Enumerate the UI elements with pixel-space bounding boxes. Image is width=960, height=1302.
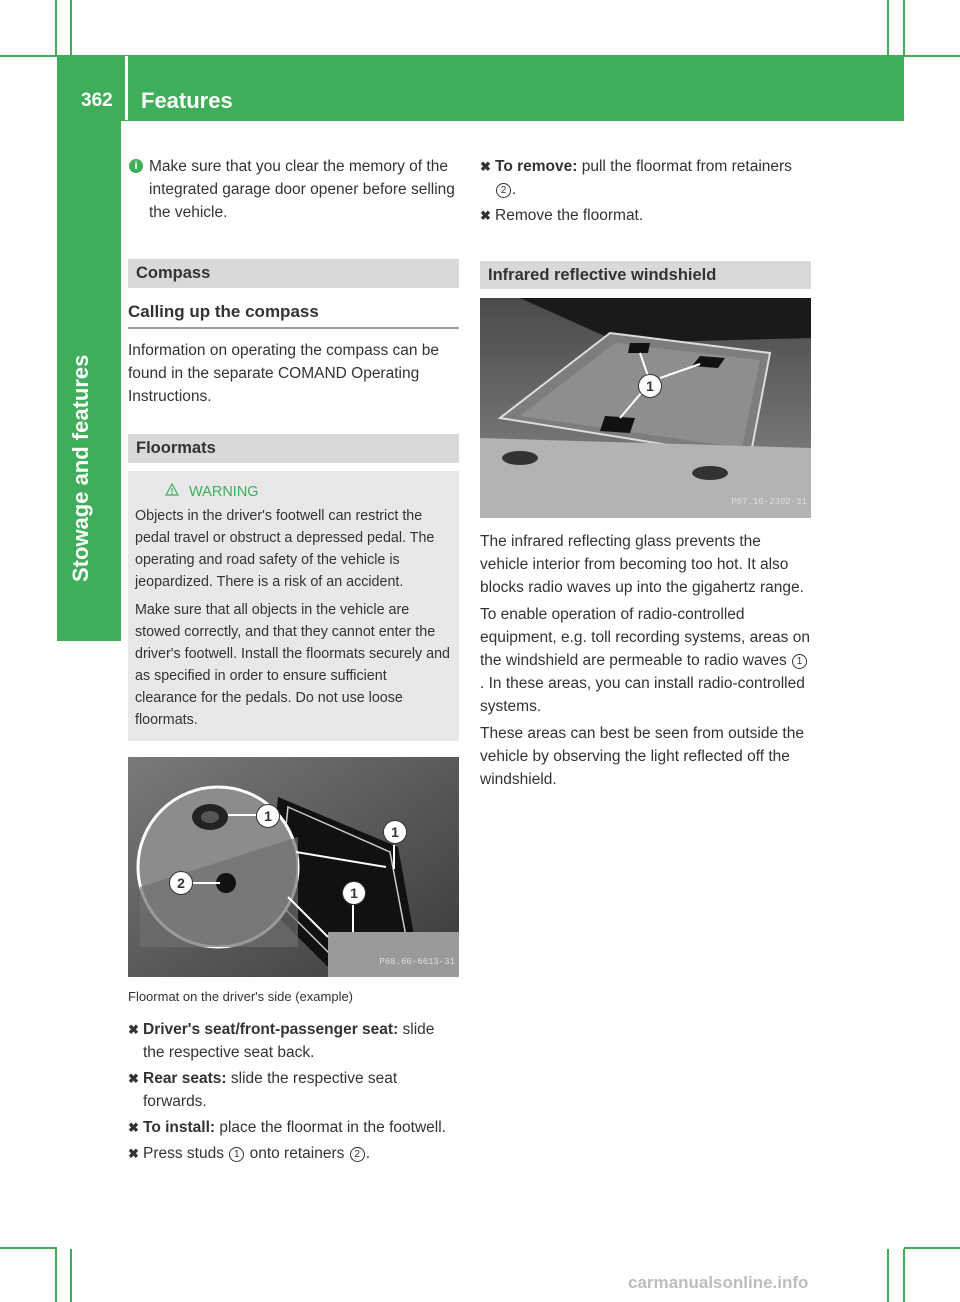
info-note-text: Make sure that you clear the memory of the integrated garage door opener before selling the vehicle. xyxy=(149,158,455,221)
arrow-icon: ✖ xyxy=(128,1071,139,1086)
right-column xyxy=(480,155,811,795)
step-text: . xyxy=(512,181,517,198)
crop-mark xyxy=(903,1249,905,1302)
arrow-icon: ✖ xyxy=(128,1120,139,1135)
step-label: Rear seats: xyxy=(143,1070,227,1087)
compass-subheading: Calling up the compass xyxy=(128,300,459,329)
windshield-body-3: These areas can best be seen from outside the vehicle by observing the light reflected off the windshield. xyxy=(480,725,804,788)
floormats-heading: Floormats xyxy=(128,434,459,463)
arrow-icon: ✖ xyxy=(128,1146,139,1161)
step-text: slide the respective seat back. xyxy=(143,1021,435,1061)
left-column xyxy=(128,155,459,1168)
warning-box xyxy=(128,471,459,741)
compass-heading: Compass xyxy=(128,259,459,288)
info-icon: i xyxy=(129,159,143,173)
crop-mark xyxy=(904,1247,960,1249)
callout-marker: 1 xyxy=(229,1147,244,1162)
callout-marker: 2 xyxy=(496,183,511,198)
crop-mark xyxy=(903,0,905,55)
step-item xyxy=(128,1116,459,1139)
arrow-icon: ✖ xyxy=(480,159,491,174)
step-text: Press studs xyxy=(143,1145,229,1162)
header-divider xyxy=(125,56,128,120)
step-item xyxy=(480,204,811,227)
crop-mark xyxy=(0,55,57,57)
step-text: . xyxy=(365,1145,370,1162)
side-tab-label: Stowage and features xyxy=(68,354,93,582)
step-label: To install: xyxy=(143,1119,216,1136)
step-item xyxy=(128,1142,459,1165)
windshield-body-1: The infrared reflecting glass prevents the vehicle interior from becoming too hot. It also blocks radio waves up into the gigahertz range. xyxy=(480,533,804,596)
warning-triangle-icon xyxy=(165,484,183,500)
callout-1: 1 xyxy=(638,374,662,398)
crop-mark xyxy=(55,1249,57,1302)
warning-title: WARNING xyxy=(189,484,259,500)
body-text: To enable operation of radio-controlled equipment, e.g. toll recording systems, areas on the windshield are permeable to radio waves xyxy=(480,606,810,669)
windshield-heading: Infrared reflective windshield xyxy=(480,261,811,289)
callout-1: 1 xyxy=(256,804,280,828)
step-item xyxy=(128,1018,459,1064)
step-text: Remove the floormat. xyxy=(495,207,644,224)
warning-header xyxy=(145,481,452,503)
page-number: 362 xyxy=(81,90,113,111)
crop-mark xyxy=(887,1249,889,1302)
body-text: . In these areas, you can install radio-controlled systems. xyxy=(480,675,805,715)
warning-text-1: Objects in the driver's footwell can restrict the pedal travel or obstruct a depressed pedal. The operating and road safety of the vehicle is jeopardized. There is a risk of an accident. xyxy=(135,508,435,590)
windshield-body-2 xyxy=(480,603,811,718)
step-text: pull the floormat from retainers xyxy=(577,158,792,175)
arrow-icon: ✖ xyxy=(480,208,491,223)
callout-marker: 2 xyxy=(350,1147,365,1162)
step-label: Driver's seat/front-passenger seat: xyxy=(143,1021,399,1038)
section-title: Features xyxy=(141,88,233,113)
step-text: onto retainers xyxy=(245,1145,349,1162)
crop-mark xyxy=(55,0,57,55)
step-text: place the floormat in the footwell. xyxy=(215,1119,446,1136)
crop-mark xyxy=(70,1249,72,1302)
floormat-caption: Floormat on the driver's side (example) xyxy=(128,989,354,1004)
callout-1: 1 xyxy=(342,881,366,905)
image-code: P68.60-6613-31 xyxy=(379,957,455,967)
windshield-image xyxy=(480,298,811,518)
step-text: slide the respective seat forwards. xyxy=(143,1070,398,1110)
warning-text-2: Make sure that all objects in the vehicle are stowed correctly, and that they cannot enter the driver's footwell. Install the floormats securely and as specified in order to ensure sufficient clearance for the pedals. Do not use loose floormats. xyxy=(135,602,451,728)
crop-mark xyxy=(887,0,889,55)
compass-body: Information on operating the compass can be found in the separate COMAND Operating Instructions. xyxy=(128,342,440,405)
step-item xyxy=(128,1067,459,1113)
step-item xyxy=(480,155,811,201)
crop-mark xyxy=(904,55,960,57)
arrow-icon: ✖ xyxy=(128,1022,139,1037)
step-label: To remove: xyxy=(495,158,578,175)
callout-2: 2 xyxy=(169,871,193,895)
callout-marker: 1 xyxy=(792,654,807,669)
image-code: P67.10-2392-31 xyxy=(731,497,807,507)
crop-mark xyxy=(0,1247,57,1249)
floormat-image xyxy=(128,757,459,977)
crop-mark xyxy=(70,0,72,55)
info-note xyxy=(128,155,459,224)
watermark: carmanualsonline.info xyxy=(628,1273,809,1292)
callout-1: 1 xyxy=(383,820,407,844)
